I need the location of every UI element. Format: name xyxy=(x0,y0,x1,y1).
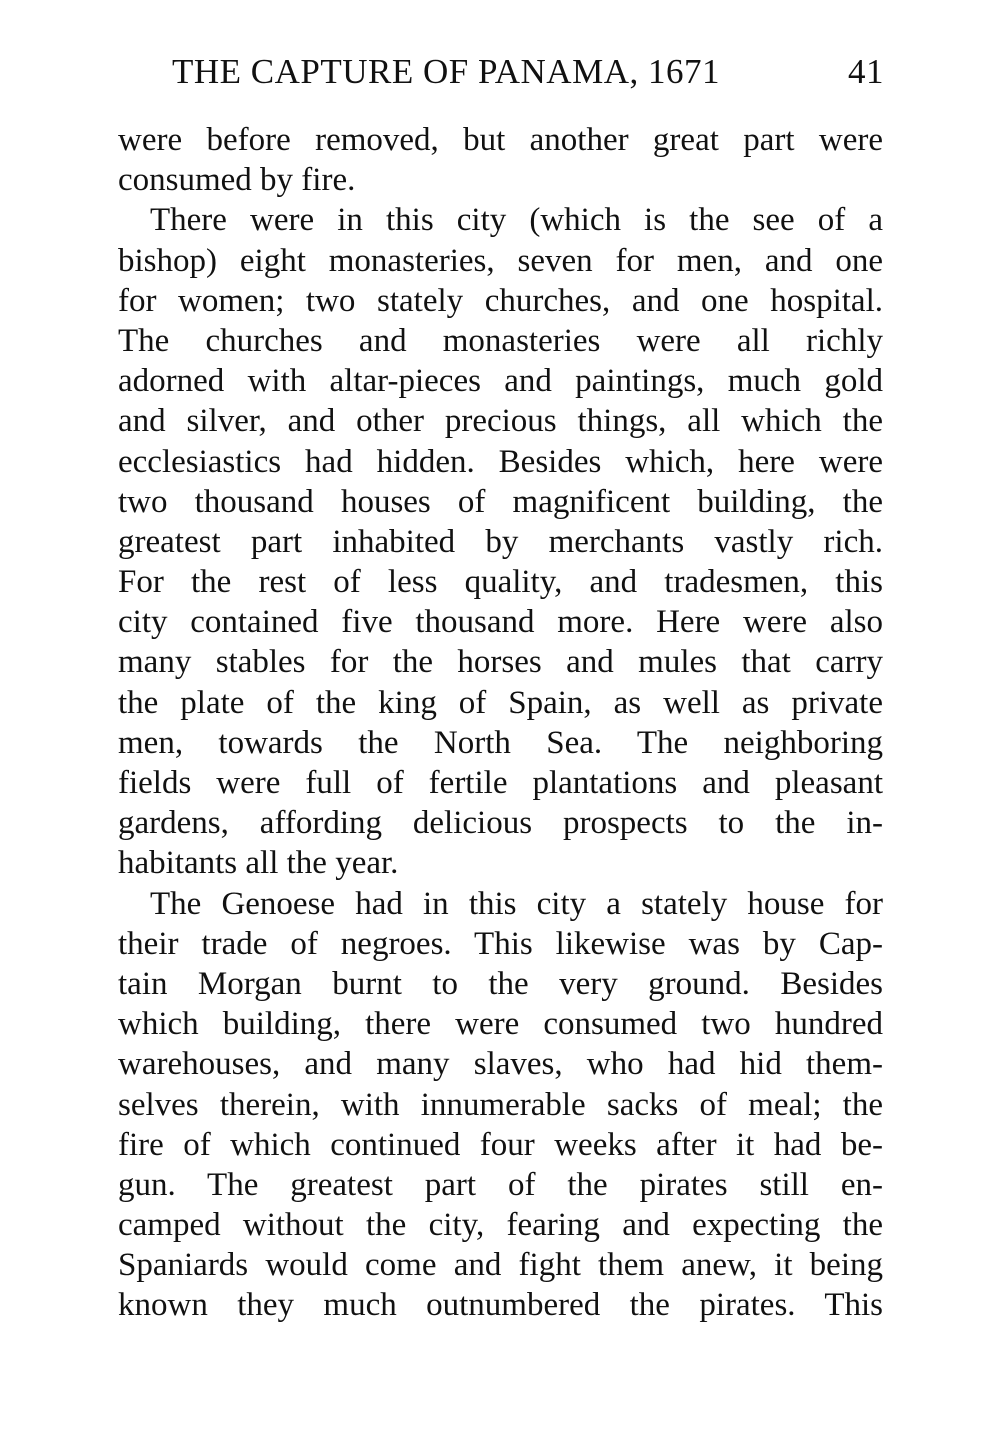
text-line: gun. The greatest part of the pirates still en- xyxy=(118,1166,883,1203)
text-line: greatest part inhabited by merchants vastly rich. xyxy=(118,523,883,560)
text-line: their trade of negroes. This likewise was by Cap- xyxy=(118,925,883,962)
text-line: bishop) eight monasteries, seven for men, and one xyxy=(118,242,883,279)
text-line: Spaniards would come and fight them anew, it being xyxy=(118,1247,883,1284)
text-line: adorned with altar-pieces and paintings, much gold xyxy=(118,363,883,400)
text-line: for women; two stately churches, and one hospital. xyxy=(118,282,883,319)
text-line: For the rest of less quality, and tradesmen, this xyxy=(118,564,883,601)
text-line: were before removed, but another great part were xyxy=(118,122,883,158)
paragraph-start-line: The Genoese had in this city a stately house for xyxy=(150,885,883,922)
body-text xyxy=(118,120,883,1326)
text-line: the plate of the king of Spain, as well as private xyxy=(118,684,883,721)
text-line: ecclesiastics had hidden. Besides which, here were xyxy=(118,443,883,480)
text-line: camped without the city, fearing and expecting the xyxy=(118,1207,883,1244)
text-line: The churches and monasteries were all richly xyxy=(118,322,883,359)
text-line: tain Morgan burnt to the very ground. Besides xyxy=(118,965,883,1002)
text-line: consumed by fire. xyxy=(118,162,356,199)
text-line: gardens, affording delicious prospects to the in- xyxy=(118,805,883,842)
text-line: selves therein, with innumerable sacks of meal; the xyxy=(118,1086,883,1123)
running-header xyxy=(172,52,884,96)
text-line: fire of which continued four weeks after it had be- xyxy=(118,1126,883,1163)
text-line: known they much outnumbered the pirates. This xyxy=(118,1287,883,1324)
chapter-title: THE CAPTURE OF PANAMA, 1671 xyxy=(172,52,720,91)
text-line: many stables for the horses and mules that carry xyxy=(118,644,883,681)
text-line: warehouses, and many slaves, who had hid them- xyxy=(118,1046,883,1083)
text-line: fields were full of fertile plantations and pleasant xyxy=(118,765,883,801)
text-line: city contained five thousand more. Here were also xyxy=(118,604,883,641)
paragraph-start-line: There were in this city (which is the see of a xyxy=(150,202,883,239)
page-number: 41 xyxy=(848,52,884,91)
text-line: which building, there were consumed two hundred xyxy=(118,1006,883,1043)
text-line: men, towards the North Sea. The neighboring xyxy=(118,724,883,761)
text-line: two thousand houses of magnificent building, the xyxy=(118,483,883,520)
text-line: habitants all the year. xyxy=(118,845,399,882)
text-line: and silver, and other precious things, all which the xyxy=(118,403,883,440)
